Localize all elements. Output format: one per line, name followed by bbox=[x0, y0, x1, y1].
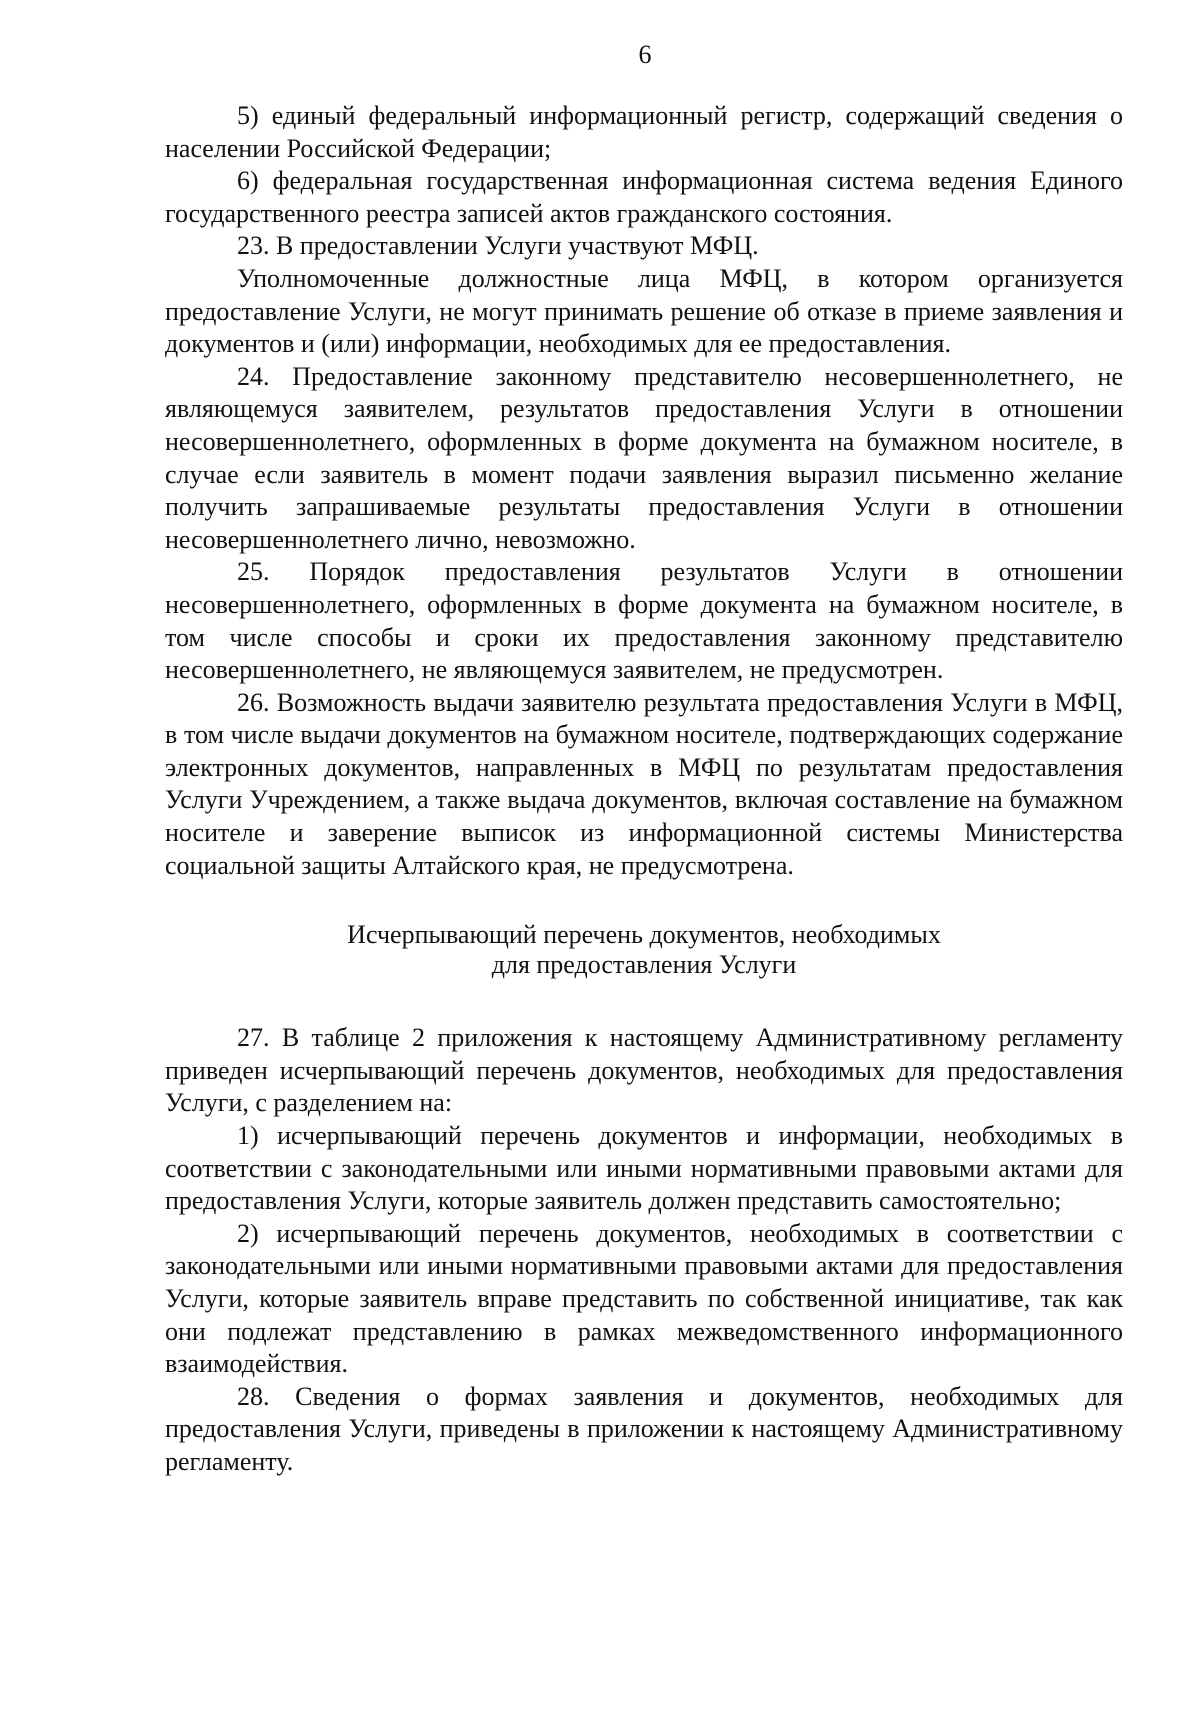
paragraph-23-continued: Уполномоченные должностные лица МФЦ, в котором организуется предоставление Услуги, не могут принимать решение об отказе в приеме заявления и документов и (или) информации, необходимых для ее предоставления. bbox=[165, 263, 1123, 359]
paragraph-27-item-1: 1) исчерпывающий перечень документов и информации, необходимых в соответствии с законодательными или иными нормативными правовыми актами для предоставления Услуги, которые заявитель должен представить самостоятельно; bbox=[165, 1121, 1123, 1216]
paragraph-26: 26. Возможность выдачи заявителю результата предоставления Услуги в МФЦ, в том числе выдачи документов на бумажном носителе, подтверждающих содержание электронных документов, направленных в МФЦ по результатам предоставления Услуги Учреждением, а также выдача документов, включая составление на бумажном носителе и заверение выписок из информационной системы Министерства социальной защиты Алтайского края, не предусмотрена. bbox=[165, 687, 1123, 880]
paragraph-28: 28. Сведения о формах заявления и документов, необходимых для предоставления Услуги, приведены в приложении к настоящему Административному регламенту. bbox=[165, 1381, 1123, 1476]
section-heading-line-2: для предоставления Услуги bbox=[491, 950, 797, 980]
paragraph-27-item-2: 2) исчерпывающий перечень документов, необходимых в соответствии с законодательными или иными нормативными правовыми актами для предоставления Услуги, которые заявитель вправе представить по собственной инициативе, так как они подлежат представлению в рамках межведомственного информационного взаимодействия. bbox=[165, 1218, 1123, 1379]
section-heading bbox=[165, 920, 1123, 980]
paragraph-25: 25. Порядок предоставления результатов Услуги в отношении несовершеннолетнего, оформленных в форме документа на бумажном носителе, в том числе способы и сроки их предоставления законному представителю несовершеннолетнего, не являющемуся заявителем, не предусмотрен. bbox=[165, 557, 1123, 685]
paragraph-item-5: 5) единый федеральный информационный регистр, содержащий сведения о населении Российской Федерации; bbox=[165, 101, 1123, 163]
paragraph-item-6: 6) федеральная государственная информационная система ведения Единого государственного реестра записей актов гражданского состояния. bbox=[165, 166, 1123, 228]
document-body bbox=[165, 100, 1123, 1479]
paragraph-24: 24. Предоставление законному представителю несовершеннолетнего, не являющемуся заявителем, результатов предоставления Услуги в отношении несовершеннолетнего, оформленных в форме документа на бумажном носителе, в случае если заявитель в момент подачи заявления выразил письменно желание получить запрашиваемые результаты предоставления Услуги в отношении несовершеннолетнего лично, невозможно. bbox=[165, 361, 1123, 554]
paragraph-27: 27. В таблице 2 приложения к настоящему Административному регламенту приведен исчерпывающий перечень документов, необходимых для предоставления Услуги, с разделением на: bbox=[165, 1023, 1123, 1118]
paragraph-23: 23. В предоставлении Услуги участвуют МФЦ. bbox=[237, 231, 759, 261]
section-heading-line-1: Исчерпывающий перечень документов, необходимых bbox=[347, 920, 941, 950]
page-number: 6 bbox=[638, 40, 652, 69]
